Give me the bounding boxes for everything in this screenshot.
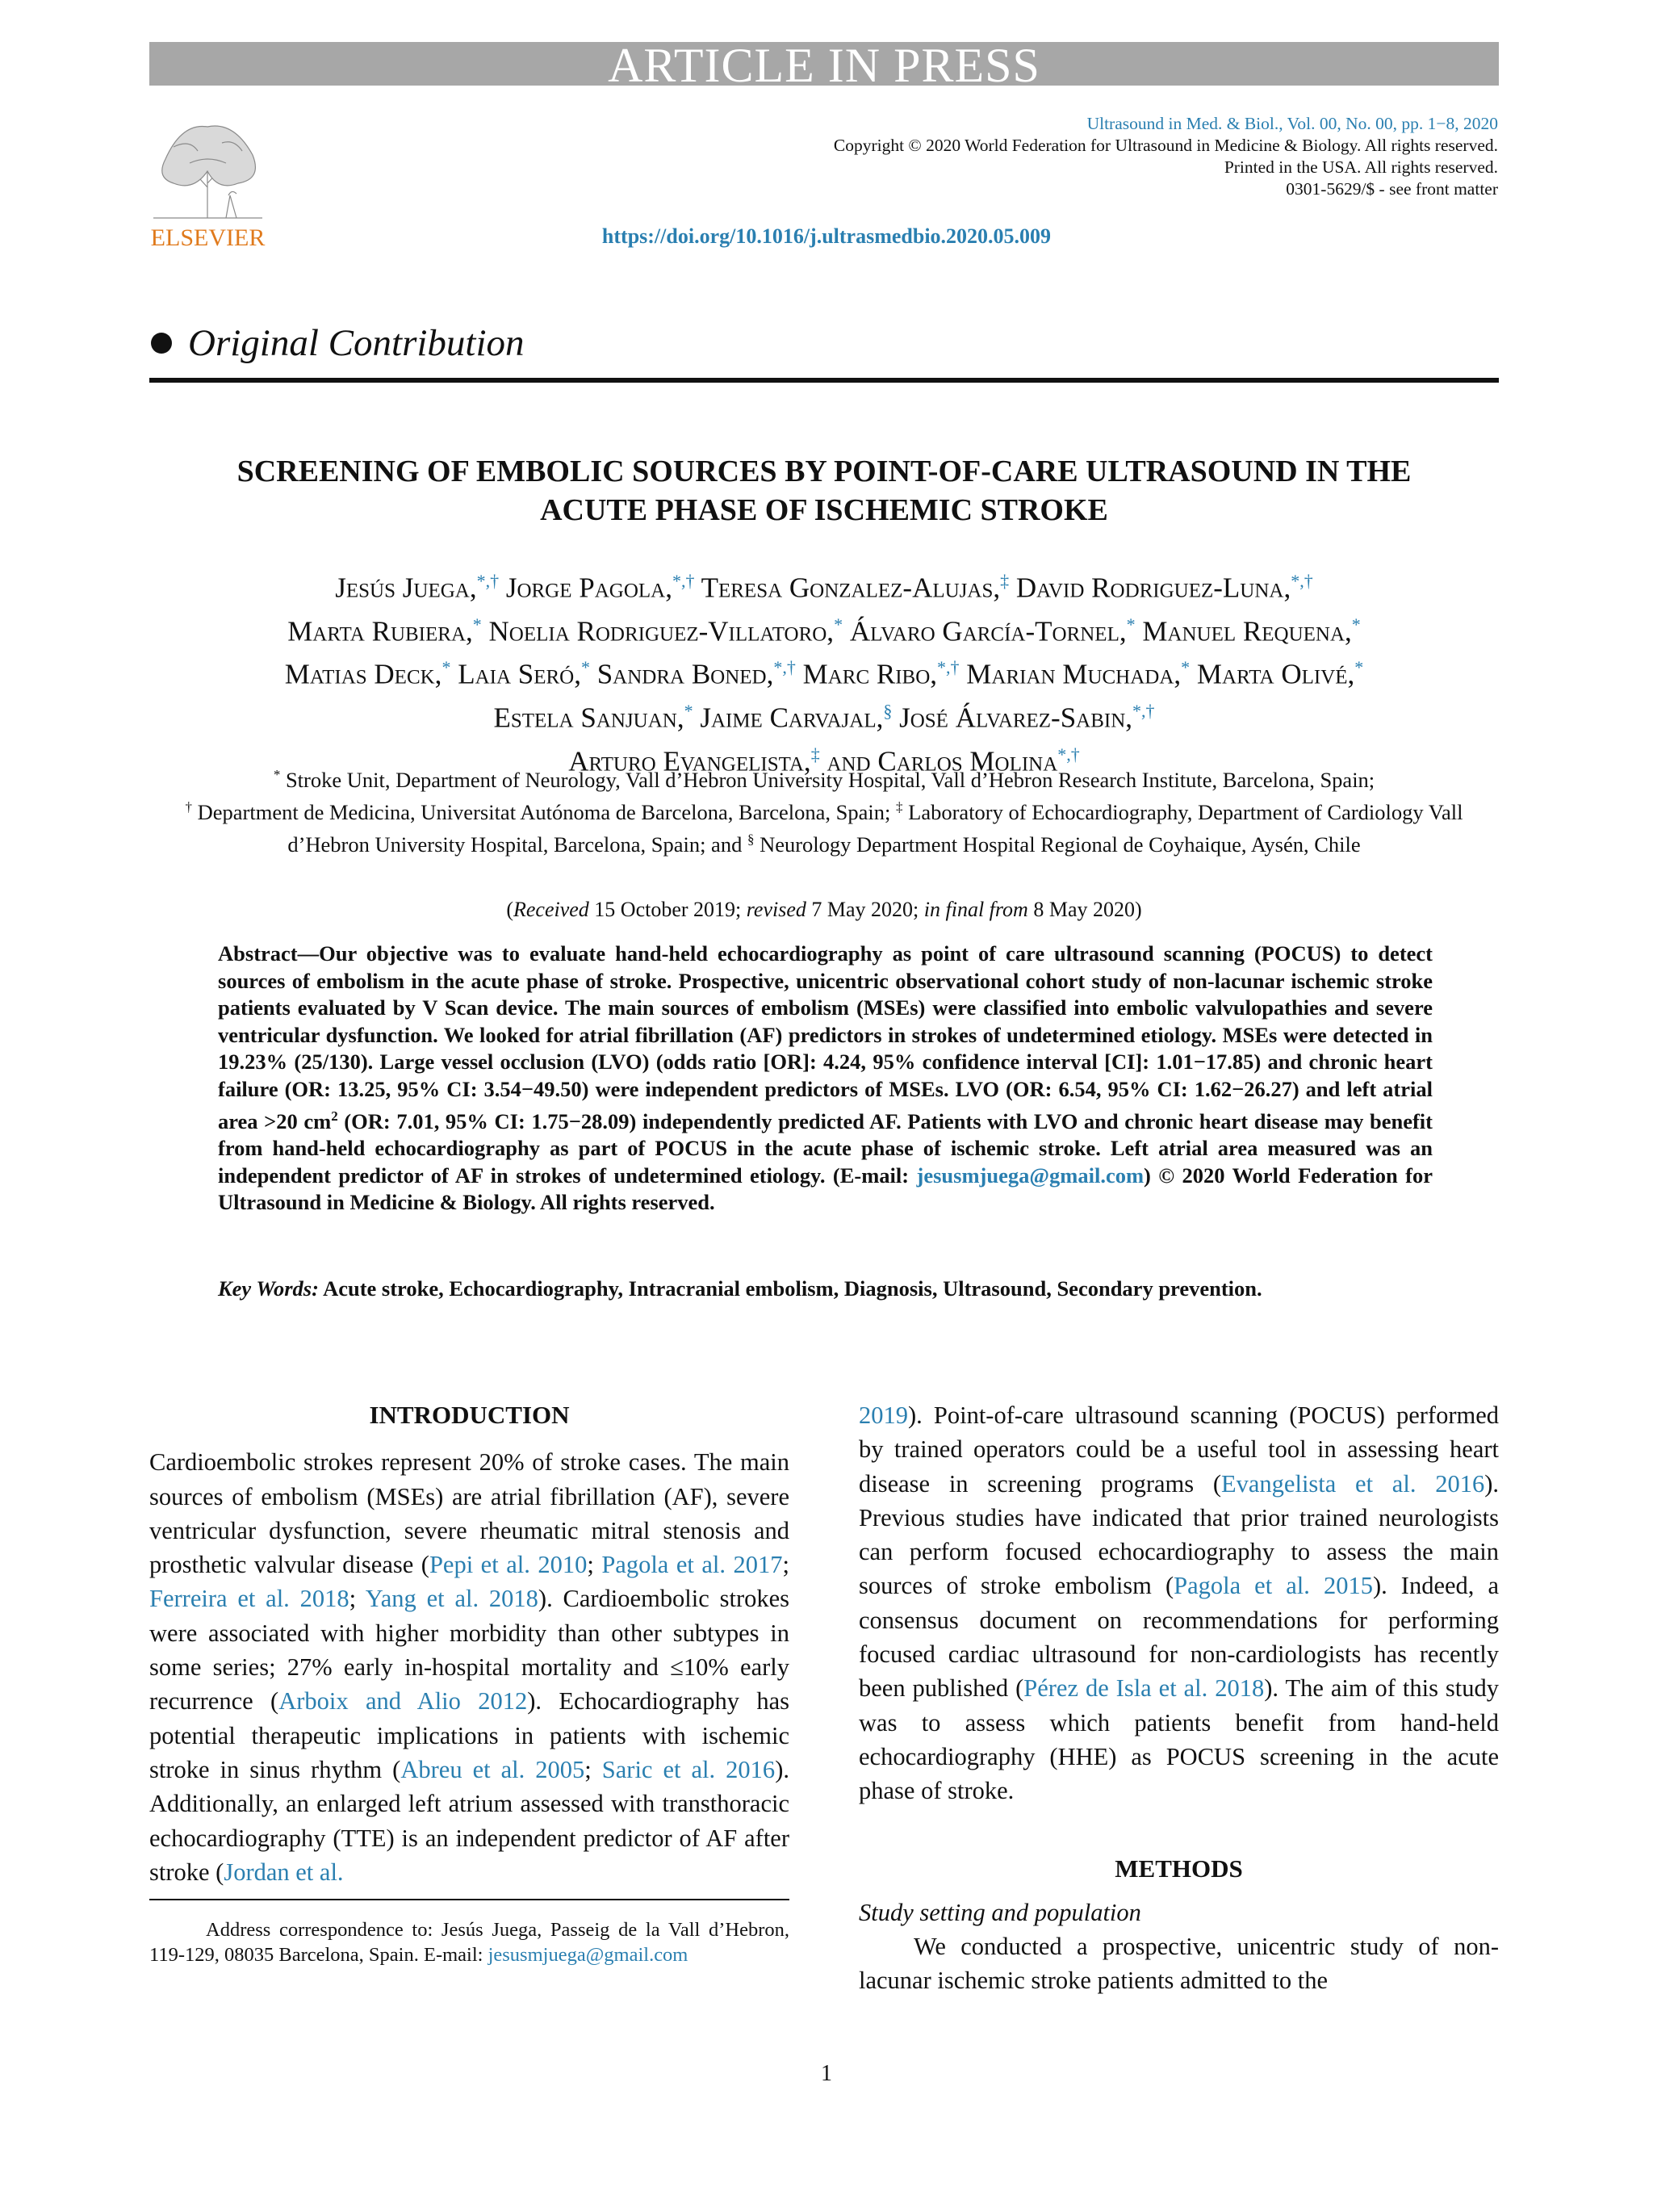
- paragraph-text: ;: [349, 1585, 366, 1613]
- introduction-heading: INTRODUCTION: [369, 1401, 570, 1429]
- reference-link[interactable]: Evangelista et al. 2016: [1221, 1469, 1485, 1498]
- reference-link[interactable]: Arboix and Alio 2012: [278, 1687, 528, 1716]
- affiliation-mark: †: [185, 798, 193, 815]
- header-rule: [149, 378, 1499, 383]
- footnote-rule: [149, 1899, 789, 1900]
- reference-link[interactable]: Pagola et al. 2015: [1174, 1572, 1373, 1600]
- author-affiliation-mark[interactable]: §: [883, 700, 893, 721]
- author-line: [149, 649, 1499, 693]
- abstract-text-3: ) © 2020 World Federation for Ultrasound in Medicine & Biology. All rights reserved.: [218, 1163, 1433, 1215]
- article-in-press-banner: ARTICLE IN PRESS: [149, 42, 1499, 86]
- received-label: Received: [513, 898, 589, 921]
- received-date: 15 October 2019;: [588, 898, 747, 921]
- abstract-text-2: (OR: 7.01, 95% CI: 1.75−28.09) independently predicted AF. Patients with LVO and chronic heart disease may benefit from hand-held echocardiography as part of POCUS in the acute phase of ischemic stroke. Left atrial area measured was an independent predictor of AF in strokes of undetermined etiology. (E-mail:: [218, 1108, 1433, 1188]
- revised-label: revised: [746, 898, 806, 921]
- author-name: Arturo Evangelista,: [568, 745, 811, 777]
- author-name: José Álvarez-Sabin,: [899, 702, 1133, 734]
- keywords-text: Acute stroke, Echocardiography, Intracranial embolism, Diagnosis, Ultrasound, Secondary prevention.: [318, 1276, 1262, 1301]
- footnote-text: Address correspondence to: Jesús Juega, Passeig de la Vall d’Hebron, 119-129, 08035 Barcelona, Spain. E-mail:: [149, 1919, 789, 1966]
- affiliation-3: Laboratory of Echocardiography, Department of Cardiology Vall d’Hebron University Hospital, Barcelona, Spain; and: [287, 799, 1463, 857]
- paragraph-text: ). Previous studies have indicated that prior trained neurologists can perform focused echocardiography to assess the main sources of stroke embolism (: [859, 1469, 1499, 1600]
- author-name: Marta Rubiera,: [287, 615, 473, 647]
- author-line: [149, 693, 1499, 736]
- study-setting-subheading: Study setting and population: [859, 1898, 1141, 1926]
- received-dates: (Received 15 October 2019; revised 7 May 2020; in final from 8 May 2020): [506, 898, 1142, 921]
- journal-info: [529, 113, 1498, 200]
- methods-heading: METHODS: [1115, 1854, 1243, 1883]
- issn-line: 0301-5629/$ - see front matter: [1286, 179, 1498, 199]
- paragraph-text: ). The aim of this study was to assess which patients benefit from hand-held echocardiography (HHE) as POCUS screening in the acute phase of stroke.: [859, 1674, 1499, 1805]
- author-affiliation-mark[interactable]: ‡: [1000, 571, 1010, 591]
- page-number: 1: [821, 2061, 832, 2086]
- copyright-line: Copyright © 2020 World Federation for Ultrasound in Medicine & Biology. All rights reserved.: [833, 136, 1498, 155]
- author-name: and Carlos Molina: [826, 745, 1058, 777]
- author-affiliation-mark[interactable]: *: [684, 700, 693, 721]
- author-name: Jaime Carvajal,: [700, 702, 884, 734]
- affiliations: [149, 761, 1499, 857]
- affiliation-1: Stroke Unit, Department of Neurology, Vall d’Hebron University Hospital, Vall d’Hebron Research Institute, Barcelona, Spain;: [280, 767, 1375, 792]
- abstract-email-link[interactable]: jesusmjuega@gmail.com: [916, 1163, 1145, 1188]
- author-name: Sandra Boned,: [596, 658, 774, 690]
- final-label: in final from: [923, 898, 1028, 921]
- author-affiliation-mark[interactable]: *: [441, 657, 451, 678]
- abstract-text-1: Our objective was to evaluate hand-held echocardiography as point of care ultrasound scanning (POCUS) to detect sources of embolism in the acute phase of stroke. Prospective, unicentric observational cohort study of non-lacunar ischemic stroke patients evaluated by V Scan device. The main sources of embolism (MSEs) were classified into embolic valvulopathies and severe ventricular dysfunction. We looked for atrial fibrillation (AF) predictors in strokes of undetermined etiology. MSEs were detected in 19.23% (25/130). Large vessel occlusion (LVO) (odds ratio [OR]: 4.24, 95% confidence interval [CI]: 1.01−17.85) and chronic heart failure (OR: 13.25, 95% CI: 3.54−49.50) were independent predictors of MSEs. LVO (OR: 6.54, 95% CI: 1.62−26.27) and left atrial area >20 cm: [218, 941, 1433, 1133]
- author-affiliation-mark[interactable]: ‡: [810, 744, 820, 765]
- affiliation-mark: ‡: [896, 798, 903, 815]
- affiliation-2: Department de Medicina, Universitat Autónoma de Barcelona, Barcelona, Spain;: [192, 799, 897, 824]
- reference-link[interactable]: 2019: [859, 1401, 908, 1429]
- section-type-label: Original Contribution: [188, 322, 525, 364]
- author-affiliation-mark[interactable]: *,†: [672, 571, 695, 591]
- author-affiliation-mark[interactable]: *,†: [1132, 700, 1155, 721]
- introduction-paragraph: [149, 1445, 789, 1889]
- keywords-label: Key Words:: [218, 1276, 319, 1301]
- paragraph-text: ;: [782, 1551, 789, 1579]
- author-name: Marian Muchada,: [966, 658, 1182, 690]
- affiliation-mark: *: [273, 767, 281, 782]
- abstract-superscript: 2: [331, 1108, 338, 1124]
- author-line: [149, 563, 1499, 606]
- footnote-email-link[interactable]: jesusmjuega@gmail.com: [488, 1944, 688, 1966]
- title-line-1: SCREENING OF EMBOLIC SOURCES BY POINT-OF-CARE ULTRASOUND IN THE: [236, 455, 1412, 488]
- author-affiliation-mark[interactable]: *: [1354, 657, 1364, 678]
- author-name: Marta Olivé,: [1196, 658, 1355, 690]
- paragraph-text: ). Indeed, a consensus document on recommendations for performing focused cardiac ultrasound for non-cardiologists has recently been published (: [859, 1572, 1499, 1703]
- journal-citation-link[interactable]: Ultrasound in Med. & Biol., Vol. 00, No. 00, pp. 1−8, 2020: [1086, 114, 1498, 133]
- right-column: [859, 1398, 1499, 1998]
- introduction-paragraph-continued: [859, 1398, 1499, 1808]
- reference-link[interactable]: Ferreira et al. 2018: [149, 1585, 349, 1613]
- section-type: [151, 321, 525, 365]
- revised-date: 7 May 2020;: [806, 898, 924, 921]
- author-affiliation-mark[interactable]: *: [1126, 614, 1136, 635]
- author-affiliation-mark[interactable]: *,†: [1291, 571, 1313, 591]
- left-column: [149, 1398, 789, 1889]
- author-name: Noelia Rodriguez-Villatoro,: [488, 615, 835, 647]
- abstract: [218, 941, 1433, 1217]
- author-name: Manuel Requena,: [1142, 615, 1352, 647]
- methods-paragraph: We conducted a prospective, unicentric study of non-lacunar ischemic stroke patients admitted to the: [859, 1933, 1499, 1995]
- doi-link[interactable]: https://doi.org/10.1016/j.ultrasmedbio.2020.05.009: [601, 224, 1052, 248]
- author-name: Laia Seró,: [458, 658, 581, 690]
- reference-link[interactable]: Pepi et al. 2010: [429, 1551, 588, 1579]
- affiliation-4: Neurology Department Hospital Regional de Coyhaique, Aysén, Chile: [754, 832, 1361, 857]
- paragraph-text: ). Cardioembolic strokes were associated with higher morbidity than other subtypes in some series; 27% early in-hospital mortality and ≤10% early recurrence (: [149, 1585, 790, 1716]
- reference-link[interactable]: Pagola et al. 2017: [601, 1551, 783, 1579]
- reference-link[interactable]: Abreu et al. 2005: [400, 1755, 585, 1783]
- abstract-label: Abstract—: [218, 941, 320, 966]
- author-list: [149, 563, 1499, 779]
- title-line-2: ACUTE PHASE OF ISCHEMIC STROKE: [540, 493, 1108, 527]
- author-name: Marc Ribo,: [802, 658, 938, 690]
- author-affiliation-mark[interactable]: *: [1181, 657, 1191, 678]
- paragraph-text: Cardioembolic strokes represent 20% of stroke cases. The main sources of embolism (MSEs) are atrial fibrillation (AF), severe ventricular dysfunction, severe rheumatic mitral stenosis and prosthetic valvular disease (: [149, 1448, 789, 1579]
- bullet-icon: [151, 333, 172, 354]
- paragraph-text: ). Echocardiography has potential therapeutic implications in patients with ischemic stroke in sinus rhythm (: [149, 1687, 789, 1783]
- keywords: [218, 1276, 1433, 1303]
- author-name: David Rodriguez-Luna,: [1015, 572, 1291, 604]
- author-name: Matias Deck,: [284, 658, 442, 690]
- reference-link[interactable]: Pérez de Isla et al. 2018: [1023, 1674, 1265, 1703]
- final-date: 8 May 2020: [1027, 898, 1136, 921]
- author-name: Jesús Juega,: [335, 572, 477, 604]
- author-affiliation-mark[interactable]: *,†: [476, 571, 500, 591]
- author-name: Estela Sanjuan,: [493, 702, 684, 734]
- author-affiliation-mark[interactable]: *,†: [773, 657, 796, 678]
- author-affiliation-mark[interactable]: *: [834, 614, 843, 635]
- paragraph-text: ;: [587, 1551, 602, 1579]
- author-affiliation-mark[interactable]: *,†: [1057, 744, 1080, 765]
- author-name: Teresa Gonzalez-Alujas,: [701, 572, 1001, 604]
- author-affiliation-mark[interactable]: *,†: [937, 657, 960, 678]
- article-title: [149, 452, 1499, 530]
- paragraph-text: ;: [584, 1755, 602, 1783]
- reference-link[interactable]: Yang et al. 2018: [365, 1585, 538, 1613]
- paragraph-text: ). Additionally, an enlarged left atrium assessed with transthoracic echocardiography (TTE) is an independent predictor of AF after stroke (: [149, 1755, 789, 1886]
- printed-line: Printed in the USA. All rights reserved.: [1224, 157, 1498, 177]
- paragraph-text: ). Point-of-care ultrasound scanning (POCUS) performed by trained operators could be a useful tool in assessing heart disease in screening programs (: [859, 1401, 1499, 1498]
- author-affiliation-mark[interactable]: *: [472, 614, 482, 635]
- correspondence-footnote: [149, 1917, 789, 1967]
- reference-link[interactable]: Jordan et al.: [224, 1858, 344, 1886]
- author-name: Jorge Pagola,: [505, 572, 672, 604]
- affiliation-mark: §: [747, 831, 755, 847]
- reference-link[interactable]: Saric et al. 2016: [601, 1755, 776, 1783]
- author-affiliation-mark[interactable]: *: [1351, 614, 1361, 635]
- elsevier-wordmark: ELSEVIER: [150, 224, 266, 251]
- author-line: [149, 606, 1499, 650]
- author-affiliation-mark[interactable]: *: [580, 657, 590, 678]
- author-name: Álvaro García-Tornel,: [849, 615, 1127, 647]
